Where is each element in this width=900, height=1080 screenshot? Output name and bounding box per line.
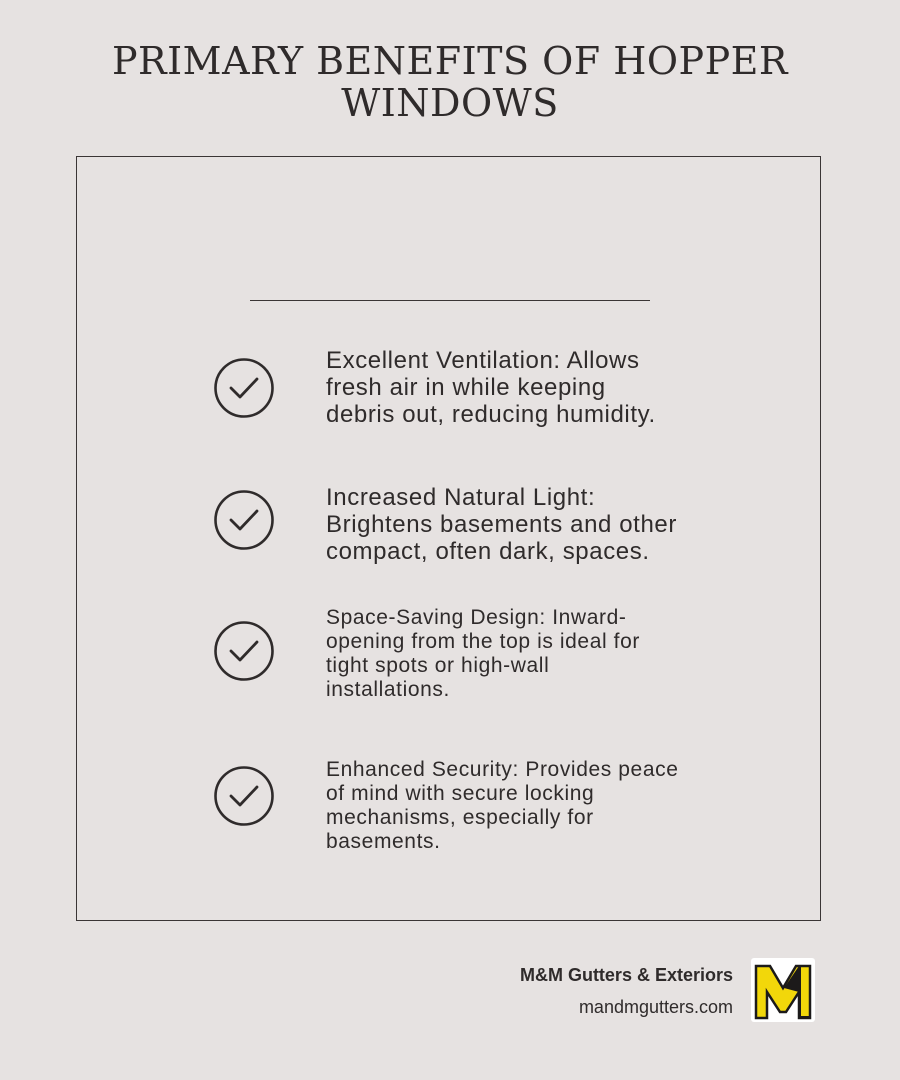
company-website: mandmgutters.com [578, 997, 733, 1017]
m-logo-icon [751, 958, 815, 1022]
benefit-text-line: Enhanced Security: Provides peace [326, 758, 679, 781]
benefit-text-line: opening from the top is ideal for [326, 630, 640, 653]
benefit-text [326, 606, 736, 702]
page-title-line-2: WINDOWS [341, 81, 559, 125]
benefit-text-line: fresh air in while keeping [326, 374, 606, 401]
benefit-text-line: compact, often dark, spaces. [326, 538, 650, 565]
company-name: M&M Gutters & Exteriors [519, 965, 733, 985]
benefits-panel [76, 156, 821, 921]
benefit-text-line: Excellent Ventilation: Allows [326, 347, 640, 374]
page-title [0, 40, 900, 124]
benefit-text-line: debris out, reducing humidity. [326, 401, 656, 428]
benefit-text-line: mechanisms, especially for [326, 806, 594, 829]
check-circle-icon [213, 620, 275, 682]
benefit-text-line: installations. [326, 678, 450, 701]
check-circle-icon [213, 357, 275, 419]
benefit-text-line: tight spots or high-wall [326, 654, 550, 677]
benefit-text [326, 758, 736, 854]
check-circle-icon [213, 489, 275, 551]
divider-line [250, 300, 650, 301]
benefit-text-line: Space-Saving Design: Inward- [326, 606, 627, 629]
check-circle-icon [213, 765, 275, 827]
benefit-text-line: Brightens basements and other [326, 511, 677, 538]
benefit-text-line: Increased Natural Light: [326, 484, 596, 511]
page-title-line-1: PRIMARY BENEFITS OF HOPPER [111, 39, 788, 83]
benefit-text [326, 347, 736, 428]
benefit-text [326, 484, 736, 565]
benefit-text-line: of mind with secure locking [326, 782, 595, 805]
benefit-text-line: basements. [326, 830, 441, 853]
